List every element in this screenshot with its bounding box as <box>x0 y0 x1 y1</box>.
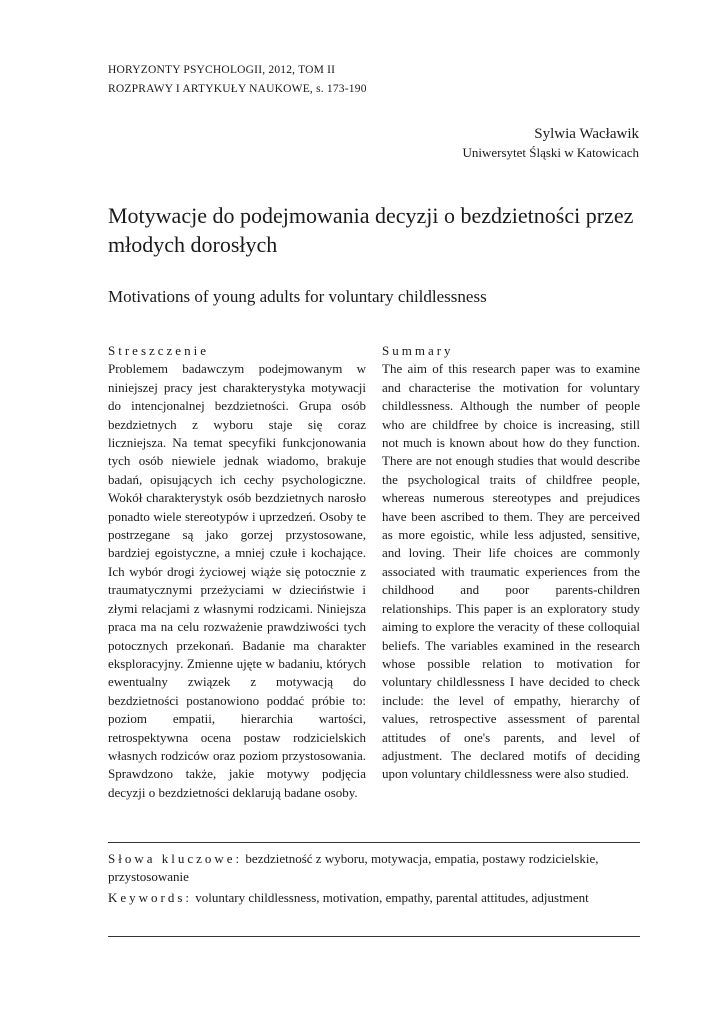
keywords-polish-label: Słowa kluczowe: <box>108 851 243 866</box>
abstract-polish <box>108 342 366 802</box>
author-name: Sylwia Wacławik <box>534 126 639 142</box>
journal-title-line: HORYZONTY PSYCHOLOGII, 2012, TOM II <box>108 64 336 76</box>
paper-title-english: Motivations of young adults for voluntary childlessness <box>108 287 487 306</box>
divider-top <box>108 842 640 843</box>
journal-section-line: ROZPRAWY I ARTYKUŁY NAUKOWE, s. 173-190 <box>108 83 367 95</box>
keywords-english-text: voluntary childlessness, motivation, empathy, parental attitudes, adjustment <box>195 889 589 905</box>
keywords-english <box>108 889 640 907</box>
abstract-english <box>382 342 640 784</box>
divider-bottom <box>108 936 640 937</box>
abstract-english-text: The aim of this research paper was to examine and characterise the motivation for voluntary childlessness. Although the number of people who are childfree by choice is increasing, still not much is known about how do they function. There are not enough studies that would describe the psychological traits of childfree people, whereas numerous stereotypes and prejudices have been ascribed to them. They are perceived as more egoistic, while less adjusted, sensitive, and loving. Their life choices are commonly associated with traumatic experiences from the childhood and poor parents-children relationships. This paper is an exploratory study aiming to explore the veracity of these colloquial beliefs. The variables examined in the research whose possible relation to motivation for voluntary childlessness I have decided to check include: the level of empathy, hierarchy of values, retrospective assessment of parental attitudes of one's parents, and level of adjustment. The declared motifs of deciding upon voluntary childlessness were also studied. <box>382 361 640 782</box>
journal-header <box>108 61 367 99</box>
author-affiliation: Uniwersytet Śląski w Katowicach <box>462 145 639 160</box>
keywords-polish-text: bezdzietność z wyboru, motywacja, empatia, postawy rodzicielskie, przystosowanie <box>108 851 599 885</box>
abstract-polish-text: Problemem badawczym podejmowanym w niniejszej pracy jest charakterystyka motywacji do intencjonalnej bezdzietności. Grupa osób bezdzietnych z wyboru staje się coraz liczniejsza. Na temat specyfiki funkcjonowania tych osób niewiele jednak wiadomo, brakuje badań, opisujących ich cechy psychologiczne. Wokół charakterystyk osób bezdzietnych narosło ponadto wiele stereotypów i uprzedzeń. Osoby te postrzegane są jako gorzej przystosowane, bardziej egoistyczne, a mniej czułe i kochające. Ich wybór drogi życiowej wiąże się potocznie z traumatycznymi przeżyciami w dzieciństwie i złymi relacjami z własnymi rodzicami. Niniejsza praca ma na celu rozważenie prawdziwości tych potocznych przekonań. Badanie ma charakter eksploracyjny. Zmienne ujęte w badaniu, których ewentualny związek z motywacją do bezdzietności postanowiono poddać próbie to: poziom empatii, hierarchia wartości, retrospektywna ocena postaw rodzicielskich własnych rodziców oraz poziom przystosowania. Sprawdzono także, jakie motywy podjęcia decyzji o bezdzietności deklarują badane osoby. <box>108 361 366 800</box>
keywords-polish <box>108 850 640 887</box>
author-block <box>462 125 639 162</box>
paper-title-polish: Motywacje do podejmowania decyzji o bezdzietności przez młodych dorosłych <box>108 203 634 257</box>
abstract-english-heading: Summary <box>382 343 454 358</box>
keywords-english-label: Keywords: <box>108 889 193 905</box>
keywords-block <box>108 850 640 907</box>
abstract-polish-heading: Streszczenie <box>108 343 209 358</box>
